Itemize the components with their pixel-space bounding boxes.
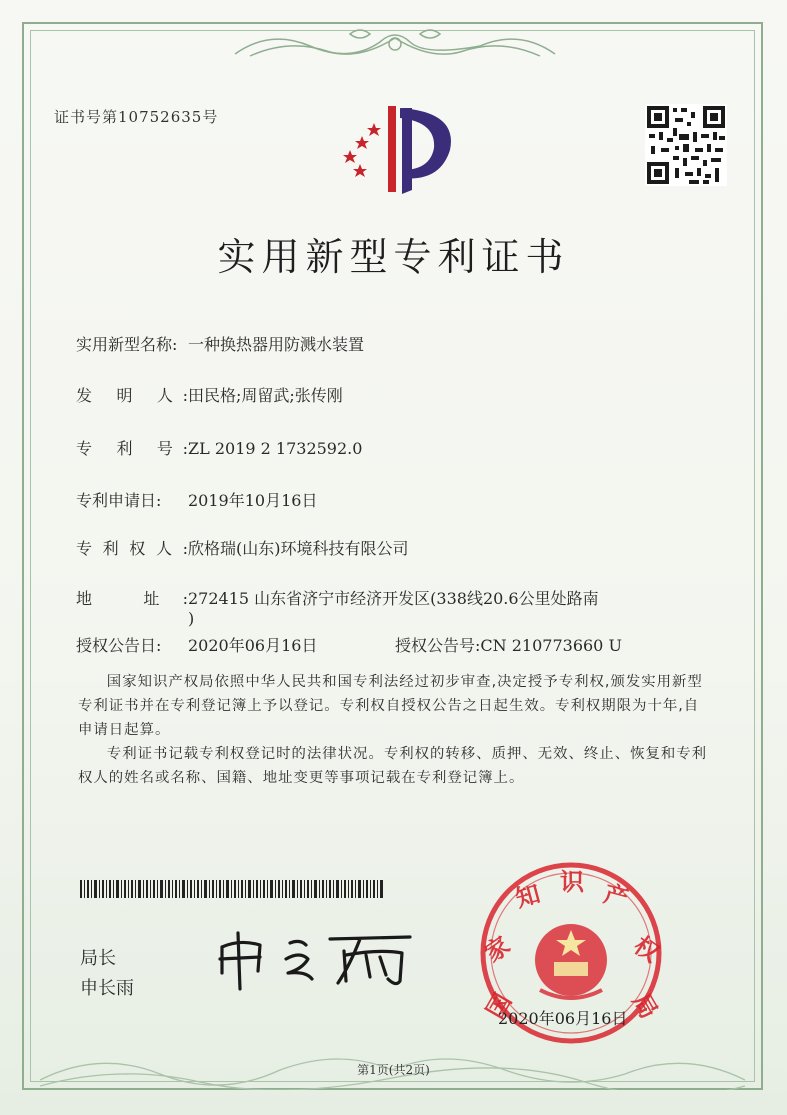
- address-row: [76, 586, 599, 609]
- body-paragraph-1: 国家知识产权局依照中华人民共和国专利法经过初步审查,决定授予专利权,颁发实用新型专利证书并在专利登记簿上予以登记。专利权自授权公告之日起生效。专利权期限为十年,自申请日起算。: [78, 674, 703, 738]
- grant-number-value: CN 210773660 U: [480, 636, 622, 655]
- barcode-icon: [80, 880, 385, 898]
- signatory-role: 局长: [80, 948, 116, 969]
- svg-text:识: 识: [560, 868, 584, 896]
- svg-text:权: 权: [628, 931, 664, 968]
- page-number: 第1页(共2页): [357, 1063, 430, 1077]
- patent-number-row: [76, 436, 362, 459]
- grant-date-label: 授权公告日:: [76, 636, 162, 655]
- patent-number-value: ZL 2019 2 1732592.0: [188, 439, 363, 458]
- grant-date-value: 2020年06月16日: [188, 636, 318, 655]
- certificate-number: 证书号第10752635号: [54, 108, 219, 126]
- patentee-value: 欣格瑞(山东)环境科技有限公司: [188, 539, 409, 558]
- svg-text:局: 局: [626, 988, 664, 1024]
- address-label: 地 址:: [76, 589, 188, 608]
- patent-office-logo-icon: [330, 98, 460, 198]
- top-ornament-icon: [230, 24, 560, 62]
- filing-date-value: 2019年10月16日: [188, 491, 318, 510]
- seal-date: 2020年06月16日: [498, 1009, 628, 1028]
- grant-number-label: 授权公告号:: [395, 636, 481, 655]
- signatory-name: 申长雨: [80, 978, 134, 999]
- svg-text:产: 产: [600, 879, 632, 913]
- grant-date-row: [76, 633, 317, 656]
- signature-icon: [210, 925, 420, 995]
- qr-code-icon: [645, 104, 727, 186]
- inventor-value: 田民格;周留武;张传刚: [188, 386, 343, 405]
- certificate-title: 实用新型专利证书: [217, 235, 570, 279]
- patentee-label: 专利权人:: [76, 539, 188, 558]
- utility-model-name-value: 一种换热器用防溅水装置: [188, 335, 365, 354]
- svg-text:知: 知: [512, 879, 544, 913]
- patentee-row: [76, 536, 409, 559]
- utility-model-name-row: [76, 332, 364, 355]
- grant-number-row: [395, 633, 622, 656]
- utility-model-name-label: 实用新型名称:: [76, 335, 178, 354]
- body-paragraph-2: 专利证书记载专利权登记时的法律状况。专利权的转移、质押、无效、终止、恢复和专利权人的姓名或名称、国籍、地址变更等事项记载在专利登记簿上。: [78, 746, 708, 786]
- svg-text:国: 国: [480, 988, 518, 1024]
- filing-date-row: [76, 488, 317, 511]
- inventor-label: 发 明 人:: [76, 386, 188, 405]
- address-value: 272415 山东省济宁市经济开发区(338线20.6公里处路南: [188, 589, 599, 608]
- patent-number-label: 专 利 号:: [76, 439, 188, 458]
- inventor-row: [76, 383, 343, 406]
- address-value-continued: ): [188, 609, 195, 628]
- filing-date-label: 专利申请日:: [76, 491, 162, 510]
- svg-text:家: 家: [479, 931, 516, 968]
